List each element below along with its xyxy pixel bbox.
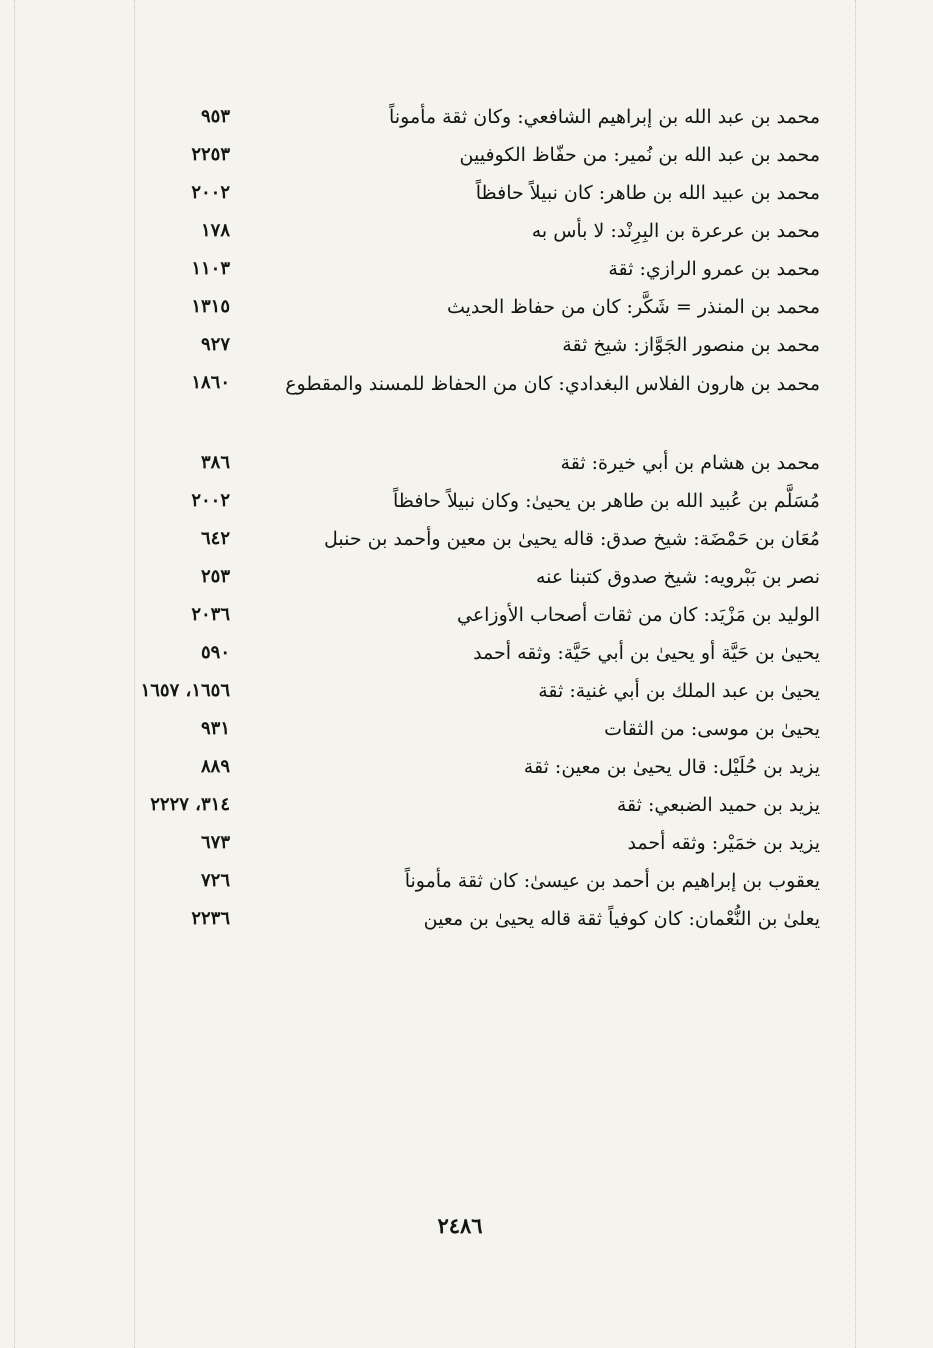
list-item — [100, 710, 820, 748]
list-item — [100, 288, 820, 326]
list-item — [100, 212, 820, 250]
list-item — [100, 520, 820, 558]
entry-text: محمد بن عبد الله بن نُمير: من حفّاظ الكوفيين — [459, 144, 820, 166]
entry-reference: ٢٠٣٦ — [191, 604, 230, 625]
entry-reference: ٦٧٣ — [200, 832, 230, 853]
entry-reference: ٩٢٧ — [200, 334, 230, 355]
entry-text: محمد بن عمرو الرازي: ثقة — [608, 258, 820, 280]
list-item — [100, 326, 820, 364]
entry-reference: ٢٢٥٣ — [191, 144, 230, 165]
list-item — [100, 786, 820, 824]
list-item — [100, 444, 820, 482]
list-item — [100, 748, 820, 786]
entry-reference: ٢٠٠٢ — [191, 490, 230, 511]
entry-reference: ٢٥٣ — [200, 566, 230, 587]
entry-text: يزيد بن حُلَيْل: قال يحيىٰ بن معين: ثقة — [523, 756, 820, 778]
entry-text: محمد بن عرعرة بن البِرِنْد: لا بأس به — [531, 220, 820, 242]
entry-reference: ٩٥٣ — [200, 106, 230, 127]
page-number: ٢٤٨٦ — [437, 1213, 483, 1238]
entry-text: مُسَلَّم بن عُبيد الله بن طاهر بن يحيىٰ: وكان نبيلاً حافظاً — [392, 490, 820, 512]
entry-reference: ١٧٨ — [200, 220, 230, 241]
entry-reference: ٦٤٢ — [200, 528, 230, 549]
list-item — [100, 862, 820, 900]
entry-text: يعلىٰ بن النُّعْمان: كان كوفياً ثقة قاله يحيىٰ بن معين — [423, 908, 820, 930]
entry-reference: ٧٢٦ — [200, 870, 230, 891]
entry-reference: ١٣١٥ — [191, 296, 230, 317]
entry-list — [100, 98, 820, 938]
list-item — [100, 98, 820, 136]
entry-text: محمد بن منصور الجَوَّاز: شيخ ثقة — [562, 334, 820, 356]
entry-reference: ١٦٥٦، ١٦٥٧ — [140, 680, 230, 701]
entry-reference: ٥٩٠ — [200, 642, 230, 663]
entry-reference: ٣١٤، ٢٢٢٧ — [150, 794, 230, 815]
entry-text: محمد بن هشام بن أبي خيرة: ثقة — [560, 452, 820, 474]
list-item — [100, 672, 820, 710]
entry-text: محمد بن المنذر = شَكَّر: كان من حفاظ الحديث — [446, 296, 820, 318]
entry-text: الوليد بن مَزْيَد: كان من ثقات أصحاب الأوزاعي — [456, 604, 820, 626]
entry-text: يحيىٰ بن موسى: من الثقات — [604, 718, 820, 740]
list-item — [100, 250, 820, 288]
list-item — [100, 482, 820, 520]
entry-text: يعقوب بن إبراهيم بن أحمد بن عيسىٰ: كان ثقة مأموناً — [404, 870, 820, 892]
list-item — [100, 824, 820, 862]
list-item — [100, 174, 820, 212]
margin-guide-right — [855, 0, 856, 1348]
entry-reference: ٢٢٣٦ — [191, 908, 230, 929]
entry-reference: ٢٠٠٢ — [191, 182, 230, 203]
list-item — [100, 900, 820, 938]
list-item — [100, 558, 820, 596]
list-item — [100, 596, 820, 634]
list-item — [100, 136, 820, 174]
entry-text: يزيد بن خمَيْر: وثقه أحمد — [627, 832, 820, 854]
list-item — [100, 634, 820, 672]
entry-text: يزيد بن حميد الضبعي: ثقة — [616, 794, 820, 816]
entry-text: محمد بن عبيد الله بن طاهر: كان نبيلاً حافظاً — [475, 182, 820, 204]
entry-text: محمد بن عبد الله بن إبراهيم الشافعي: وكان ثقة مأموناً — [389, 106, 820, 128]
entry-reference: ١١٠٣ — [191, 258, 230, 279]
entry-text: مُعَان بن حَمْضَة: شيخ صدق: قاله يحيىٰ بن معين وأحمد بن حنبل — [323, 528, 820, 550]
entry-reference: ٣٨٦ — [200, 452, 230, 473]
entry-text: محمد بن هارون الفلاس البغدادي: كان من الحفاظ للمسند والمقطوع — [285, 373, 820, 395]
entry-reference: ١٨٦٠ — [191, 372, 230, 393]
entry-reference: ٩٣١ — [200, 718, 230, 739]
margin-guide-left — [14, 0, 15, 1348]
entry-text: نصر بن بَبْرويه: شيخ صدوق كتبنا عنه — [535, 566, 820, 588]
entry-reference: ٨٨٩ — [200, 756, 230, 777]
entry-text: يحيىٰ بن حَيَّة أو يحيىٰ بن أبي حَيَّة: وثقه أحمد — [473, 642, 820, 664]
list-item — [100, 364, 820, 444]
entry-text: يحيىٰ بن عبد الملك بن أبي غنية: ثقة — [538, 680, 820, 702]
